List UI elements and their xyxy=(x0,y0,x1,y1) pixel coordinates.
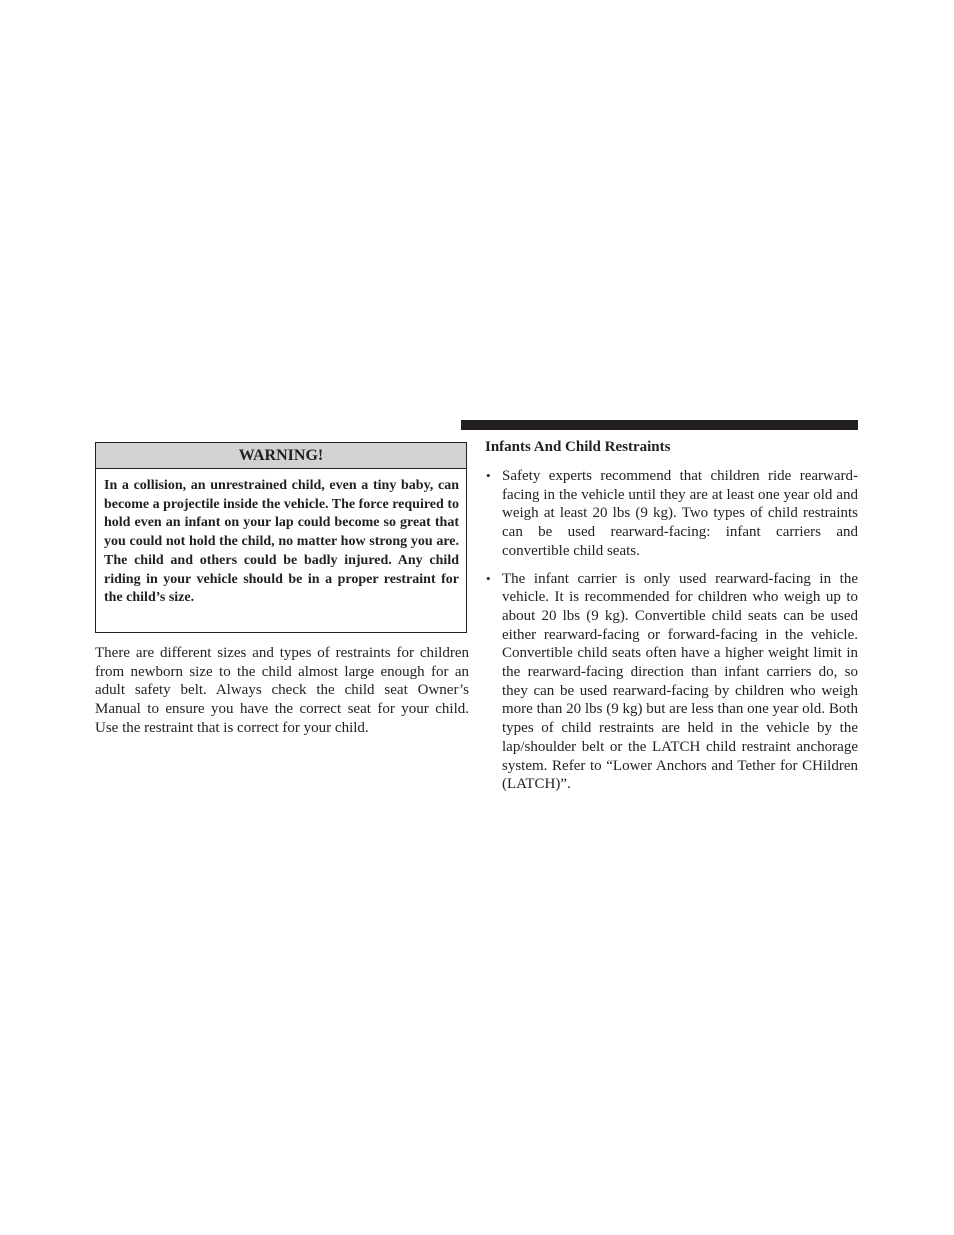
bullet-list xyxy=(485,467,858,803)
bullet-icon: • xyxy=(486,570,491,586)
warning-text: In a collision, an unrestrained child, even a tiny baby, can become a projectile inside the vehicle. The force required to hold even an infant on your lap could become so great that you could not hold the child, no matter how strong you are. The child and others could be badly injured. Any child riding in your vehicle should be in a proper restraint for the child’s size. xyxy=(104,478,459,606)
bullet-text: Safety experts recommend that children ride rearward-facing in the vehicle until they are at least one year old and weigh at least 20 lbs (9 kg). Two types of child restraints can be used rearward-facing: infant carriers and convertible child seats. xyxy=(502,468,858,559)
intro-paragraph: There are different sizes and types of restraints for children from newborn size to the child almost large enough for an adult safety belt. Always check the child seat Owner’s Manual to ensure you have the correct seat for your child. Use the restraint that is correct for your child. xyxy=(95,645,469,736)
warning-title: WARNING! xyxy=(96,443,466,469)
list-item xyxy=(485,467,858,561)
bullet-text: The infant carrier is only used rearward-facing in the vehicle. It is recommended for children who weigh up to about 20 lbs (9 kg). Convertible child seats can be used either rearward-facing or forward-facing in the vehicle. Convertible child seats often have a higher weight limit in the rearward-facing direction than infant carriers do, so they can be used rearward-facing by children who weigh more than 20 lbs (9 kg) but are less than one year old. Both types of child restraints are held in the vehicle by the lap/shoulder belt or the LATCH child restraint anchorage system. Refer to “Lower Anchors and Tether for CHildren (LATCH)”. xyxy=(502,570,858,793)
warning-box xyxy=(95,442,467,633)
list-item xyxy=(485,570,858,794)
section-divider-bar xyxy=(461,420,858,430)
bullet-icon: • xyxy=(486,468,491,483)
section-heading: Infants And Child Restraints xyxy=(485,439,671,455)
